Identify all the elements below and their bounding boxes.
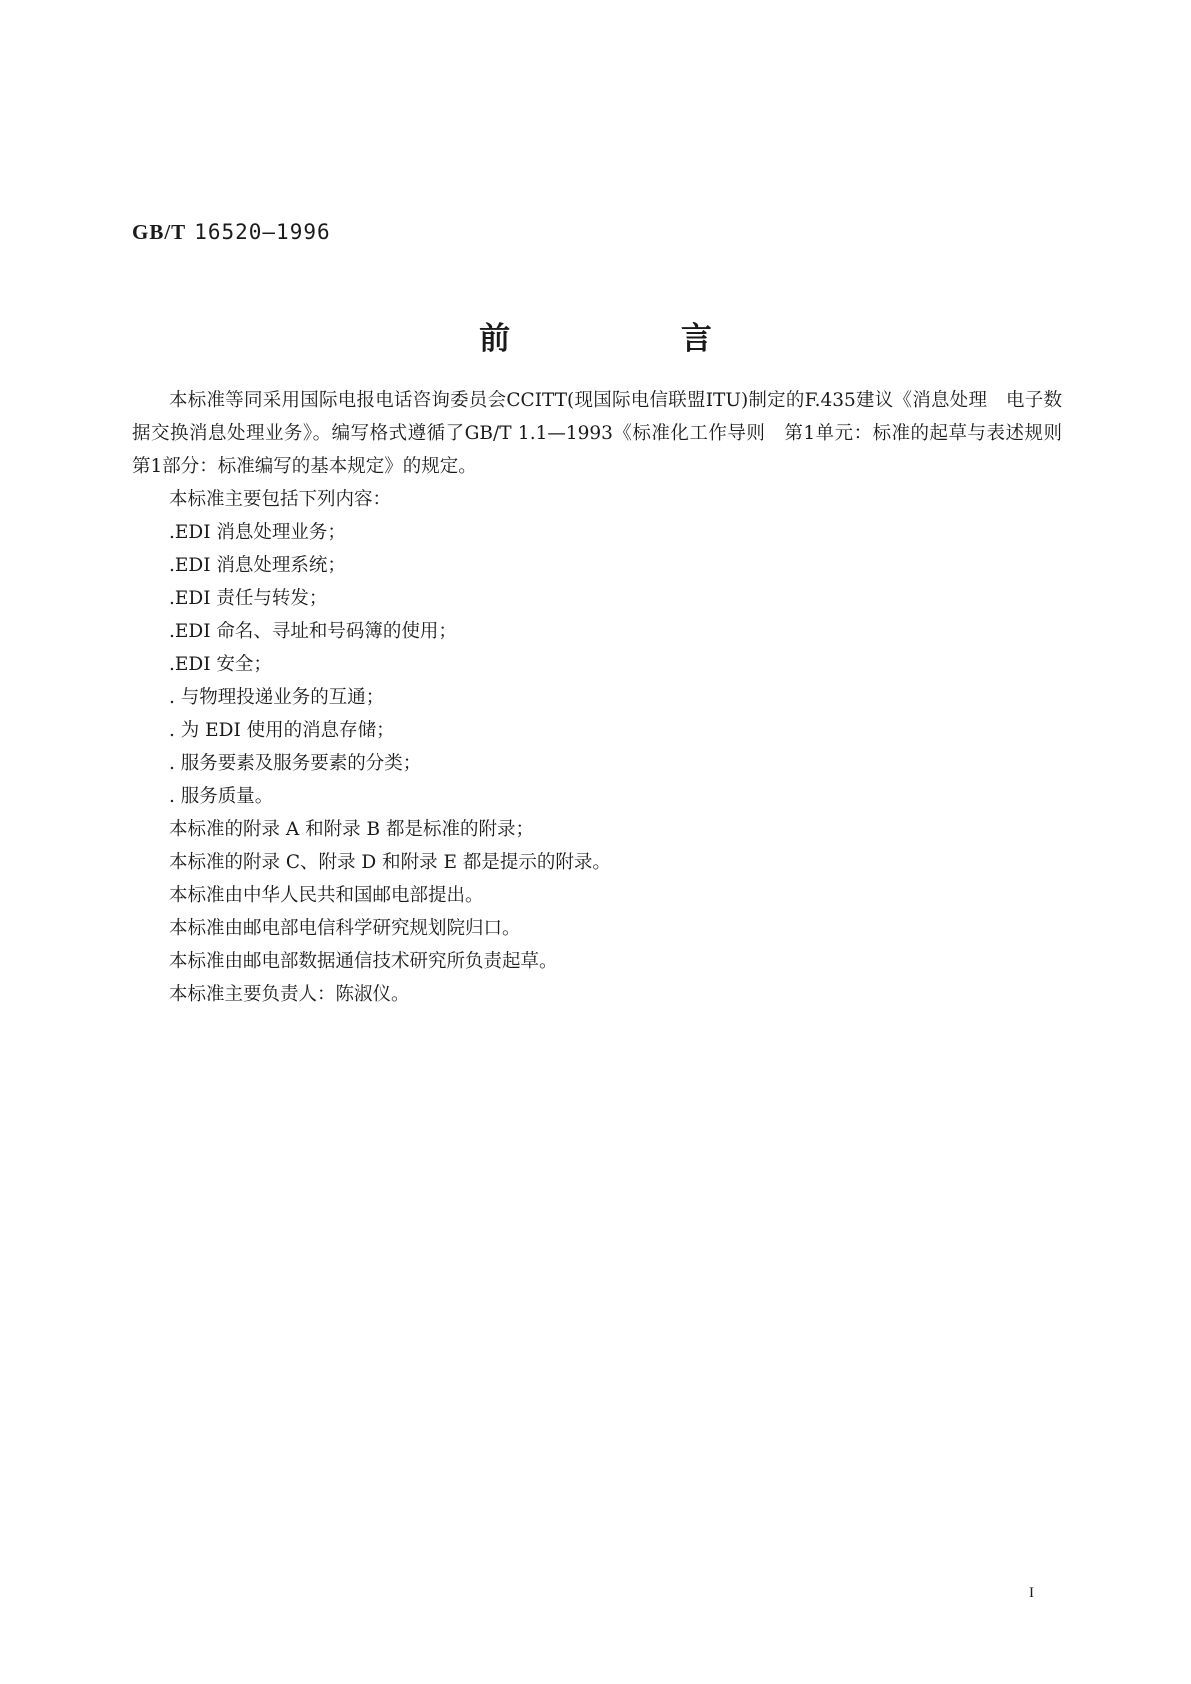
closing-line: 本标准由中华人民共和国邮电部提出。	[169, 885, 484, 906]
closing-line: 本标准的附录 A 和附录 B 都是标准的附录；	[169, 819, 534, 840]
standard-number-value: 16520—1996	[194, 220, 331, 244]
contents-item: . 为 EDI 使用的消息存储；	[169, 720, 395, 741]
contents-item: .EDI 责任与转发；	[169, 588, 328, 609]
contents-intro: 本标准主要包括下列内容：	[169, 489, 392, 510]
contents-item: . 服务要素及服务要素的分类；	[169, 753, 422, 774]
closing-line: 本标准由邮电部数据通信技术研究所负责起草。	[169, 951, 558, 972]
page-title: 前 言	[479, 321, 792, 357]
contents-item: .EDI 消息处理业务；	[169, 522, 346, 543]
intro-paragraph: 本标准等同采用国际电报电话咨询委员会CCITT(现国际电信联盟ITU)制定的F.435建议《消息处理 电子数据交换消息处理业务》。编写格式遵循了GB/T 1.1—1993《标准化工作导则 第1单元：标准的起草与表述规则 第1部分：标准编写的基本规定》的规定。	[132, 390, 1081, 477]
standard-number	[132, 220, 331, 245]
closing-line: 本标准由邮电部电信科学研究规划院归口。	[169, 918, 521, 939]
foreword-body	[132, 384, 1081, 1011]
contents-item: .EDI 消息处理系统；	[169, 555, 346, 576]
standard-code: GB/T	[132, 220, 187, 244]
closing-line: 本标准主要负责人：陈淑仪。	[169, 984, 410, 1005]
contents-item: . 服务质量。	[169, 786, 274, 807]
page-number: I	[1029, 1585, 1034, 1601]
contents-item: . 与物理投递业务的互通；	[169, 687, 385, 708]
contents-item: .EDI 命名、寻址和号码簿的使用；	[169, 621, 457, 642]
closing-line: 本标准的附录 C、附录 D 和附录 E 都是提示的附录。	[169, 852, 611, 873]
contents-item: .EDI 安全；	[169, 654, 272, 675]
